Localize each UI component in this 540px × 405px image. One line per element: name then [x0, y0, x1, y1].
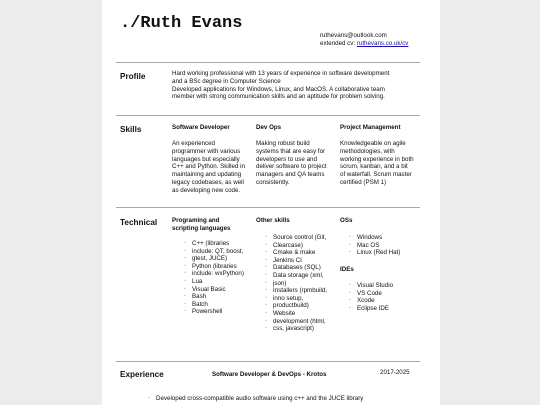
skill-line: working experience in both	[340, 155, 414, 163]
skill-line: of waterfall. Scrum master	[340, 171, 412, 179]
cv-link-prefix: extended cv:	[320, 40, 357, 47]
list-item: ◦ gtest, JUCE)	[184, 255, 260, 263]
skill-line: programmer with various	[172, 147, 241, 155]
divider	[116, 207, 420, 208]
oss-list	[349, 234, 429, 257]
list-item: ◦ css, javascript)	[265, 325, 345, 333]
contact-block	[320, 32, 408, 48]
profile-line: Hard working professional with 13 years of experience in software development	[172, 70, 390, 77]
skill-line: systems that are easy for	[256, 147, 326, 155]
list-item: ◦ Python (libraries	[184, 263, 260, 271]
profile-text	[172, 70, 422, 101]
skill-line: certified (PSM 1)	[340, 178, 387, 186]
skill-col-text	[172, 140, 254, 195]
list-item: ◦ Lua	[184, 278, 260, 286]
list-item: ◦ Eclipse IDE	[349, 305, 429, 313]
skill-line: maintaining and updating	[172, 171, 242, 179]
programming-title-line: Programing and	[172, 217, 220, 224]
job-title: Software Developer & DevOps - Krotos	[212, 371, 327, 378]
programming-title	[172, 217, 230, 233]
cv-link-row	[320, 40, 408, 48]
list-item: ◦ Databases (SQL)	[265, 264, 345, 272]
skill-line: scrum, kanban, and a bit	[340, 163, 408, 171]
list-item: ◦ Windows	[349, 234, 429, 242]
profile-line: and a BSc degree in Computer Science	[172, 77, 281, 85]
skill-line: methodologies, with	[340, 147, 395, 155]
skill-line: developers to use and	[256, 155, 317, 163]
email-text: ruthevans@outlook.com	[320, 32, 387, 39]
profile-heading: Profile	[120, 72, 146, 81]
skill-line: consistently.	[256, 178, 290, 186]
skills-heading: Skills	[120, 125, 142, 134]
programming-list	[184, 240, 260, 316]
list-item: ◦ Developed cross-compatible audio software using c++ and the JUCE library	[148, 395, 438, 403]
list-item: ◦ Visual Basic	[184, 286, 260, 294]
other-skills-title: Other skills	[256, 217, 290, 224]
list-item: ◦ include: QT, boost,	[184, 248, 260, 256]
experience-bullets	[148, 395, 438, 403]
divider	[116, 361, 420, 362]
skill-line: legacy codebases, as well	[172, 178, 244, 186]
list-item: ◦ Clearcase)	[265, 242, 345, 250]
skill-line: languages but especially	[172, 155, 240, 163]
divider	[116, 115, 420, 116]
technical-heading: Technical	[120, 218, 158, 227]
list-item: ◦ Source control (Git,	[265, 234, 345, 242]
skill-line: as developing new code.	[172, 186, 241, 194]
skill-col-title: Software Developer	[172, 124, 230, 131]
programming-title-line: scripting languages	[172, 224, 231, 232]
skill-col-title: Project Management	[340, 124, 401, 131]
list-item: ◦ productbuild)	[265, 302, 345, 310]
list-item: ◦ Mac OS	[349, 242, 429, 250]
list-item: ◦ include: wxPython)	[184, 270, 260, 278]
other-skills-list	[265, 234, 345, 333]
skill-line: Making robust build	[256, 140, 310, 147]
ides-list	[349, 282, 429, 312]
skill-line: C++ and Python. Skilled in	[172, 163, 245, 171]
list-item: ◦ Linux (Red Hat)	[349, 249, 429, 257]
list-item: ◦ inno setup,	[265, 295, 345, 303]
oss-title: OSs	[340, 217, 353, 224]
list-item: ◦ Jenkins CI	[265, 257, 345, 265]
list-item: ◦ json)	[265, 280, 345, 288]
list-item: ◦ Xcode	[349, 297, 429, 305]
skill-line: managers and QA teams	[256, 171, 325, 179]
skill-col-text	[340, 140, 424, 187]
profile-line: member with strong communication skills and an aptitude for problem solving.	[172, 93, 385, 101]
list-item: ◦ Data storage (xml,	[265, 272, 345, 280]
list-item: ◦ Batch	[184, 301, 260, 309]
list-item: ◦ VS Code	[349, 290, 429, 298]
list-item: ◦ Powershell	[184, 308, 260, 316]
cv-link[interactable]: ruthevans.co.uk/cv	[356, 40, 409, 47]
skill-line: An experienced	[172, 140, 215, 147]
list-item: ◦ Website	[265, 310, 345, 318]
experience-heading: Experience	[120, 370, 164, 379]
list-item: ◦ Cmake & make	[265, 249, 345, 257]
list-item: ◦ Visual Studio	[349, 282, 429, 290]
cv-page	[102, 0, 440, 405]
skill-line: deliver software to project	[256, 163, 327, 171]
divider	[116, 62, 420, 63]
skill-line: Knowledgeable on agile	[340, 140, 406, 147]
profile-line: Developed applications for Windows, Linux, and MacOS. A collaborative team	[172, 85, 385, 93]
list-item: ◦ C++ (libraries	[184, 240, 260, 248]
ides-title: IDEs	[340, 266, 354, 273]
list-item: ◦ Installers (rpmbuild,	[265, 287, 345, 295]
list-item: ◦ development (html,	[265, 318, 345, 326]
skill-col-title: Dev Ops	[256, 124, 282, 131]
skill-col-text	[256, 140, 338, 187]
cv-name: ./Ruth Evans	[120, 14, 243, 33]
list-item: ◦ Bash	[184, 293, 260, 301]
job-date: 2017-2025	[380, 369, 410, 376]
